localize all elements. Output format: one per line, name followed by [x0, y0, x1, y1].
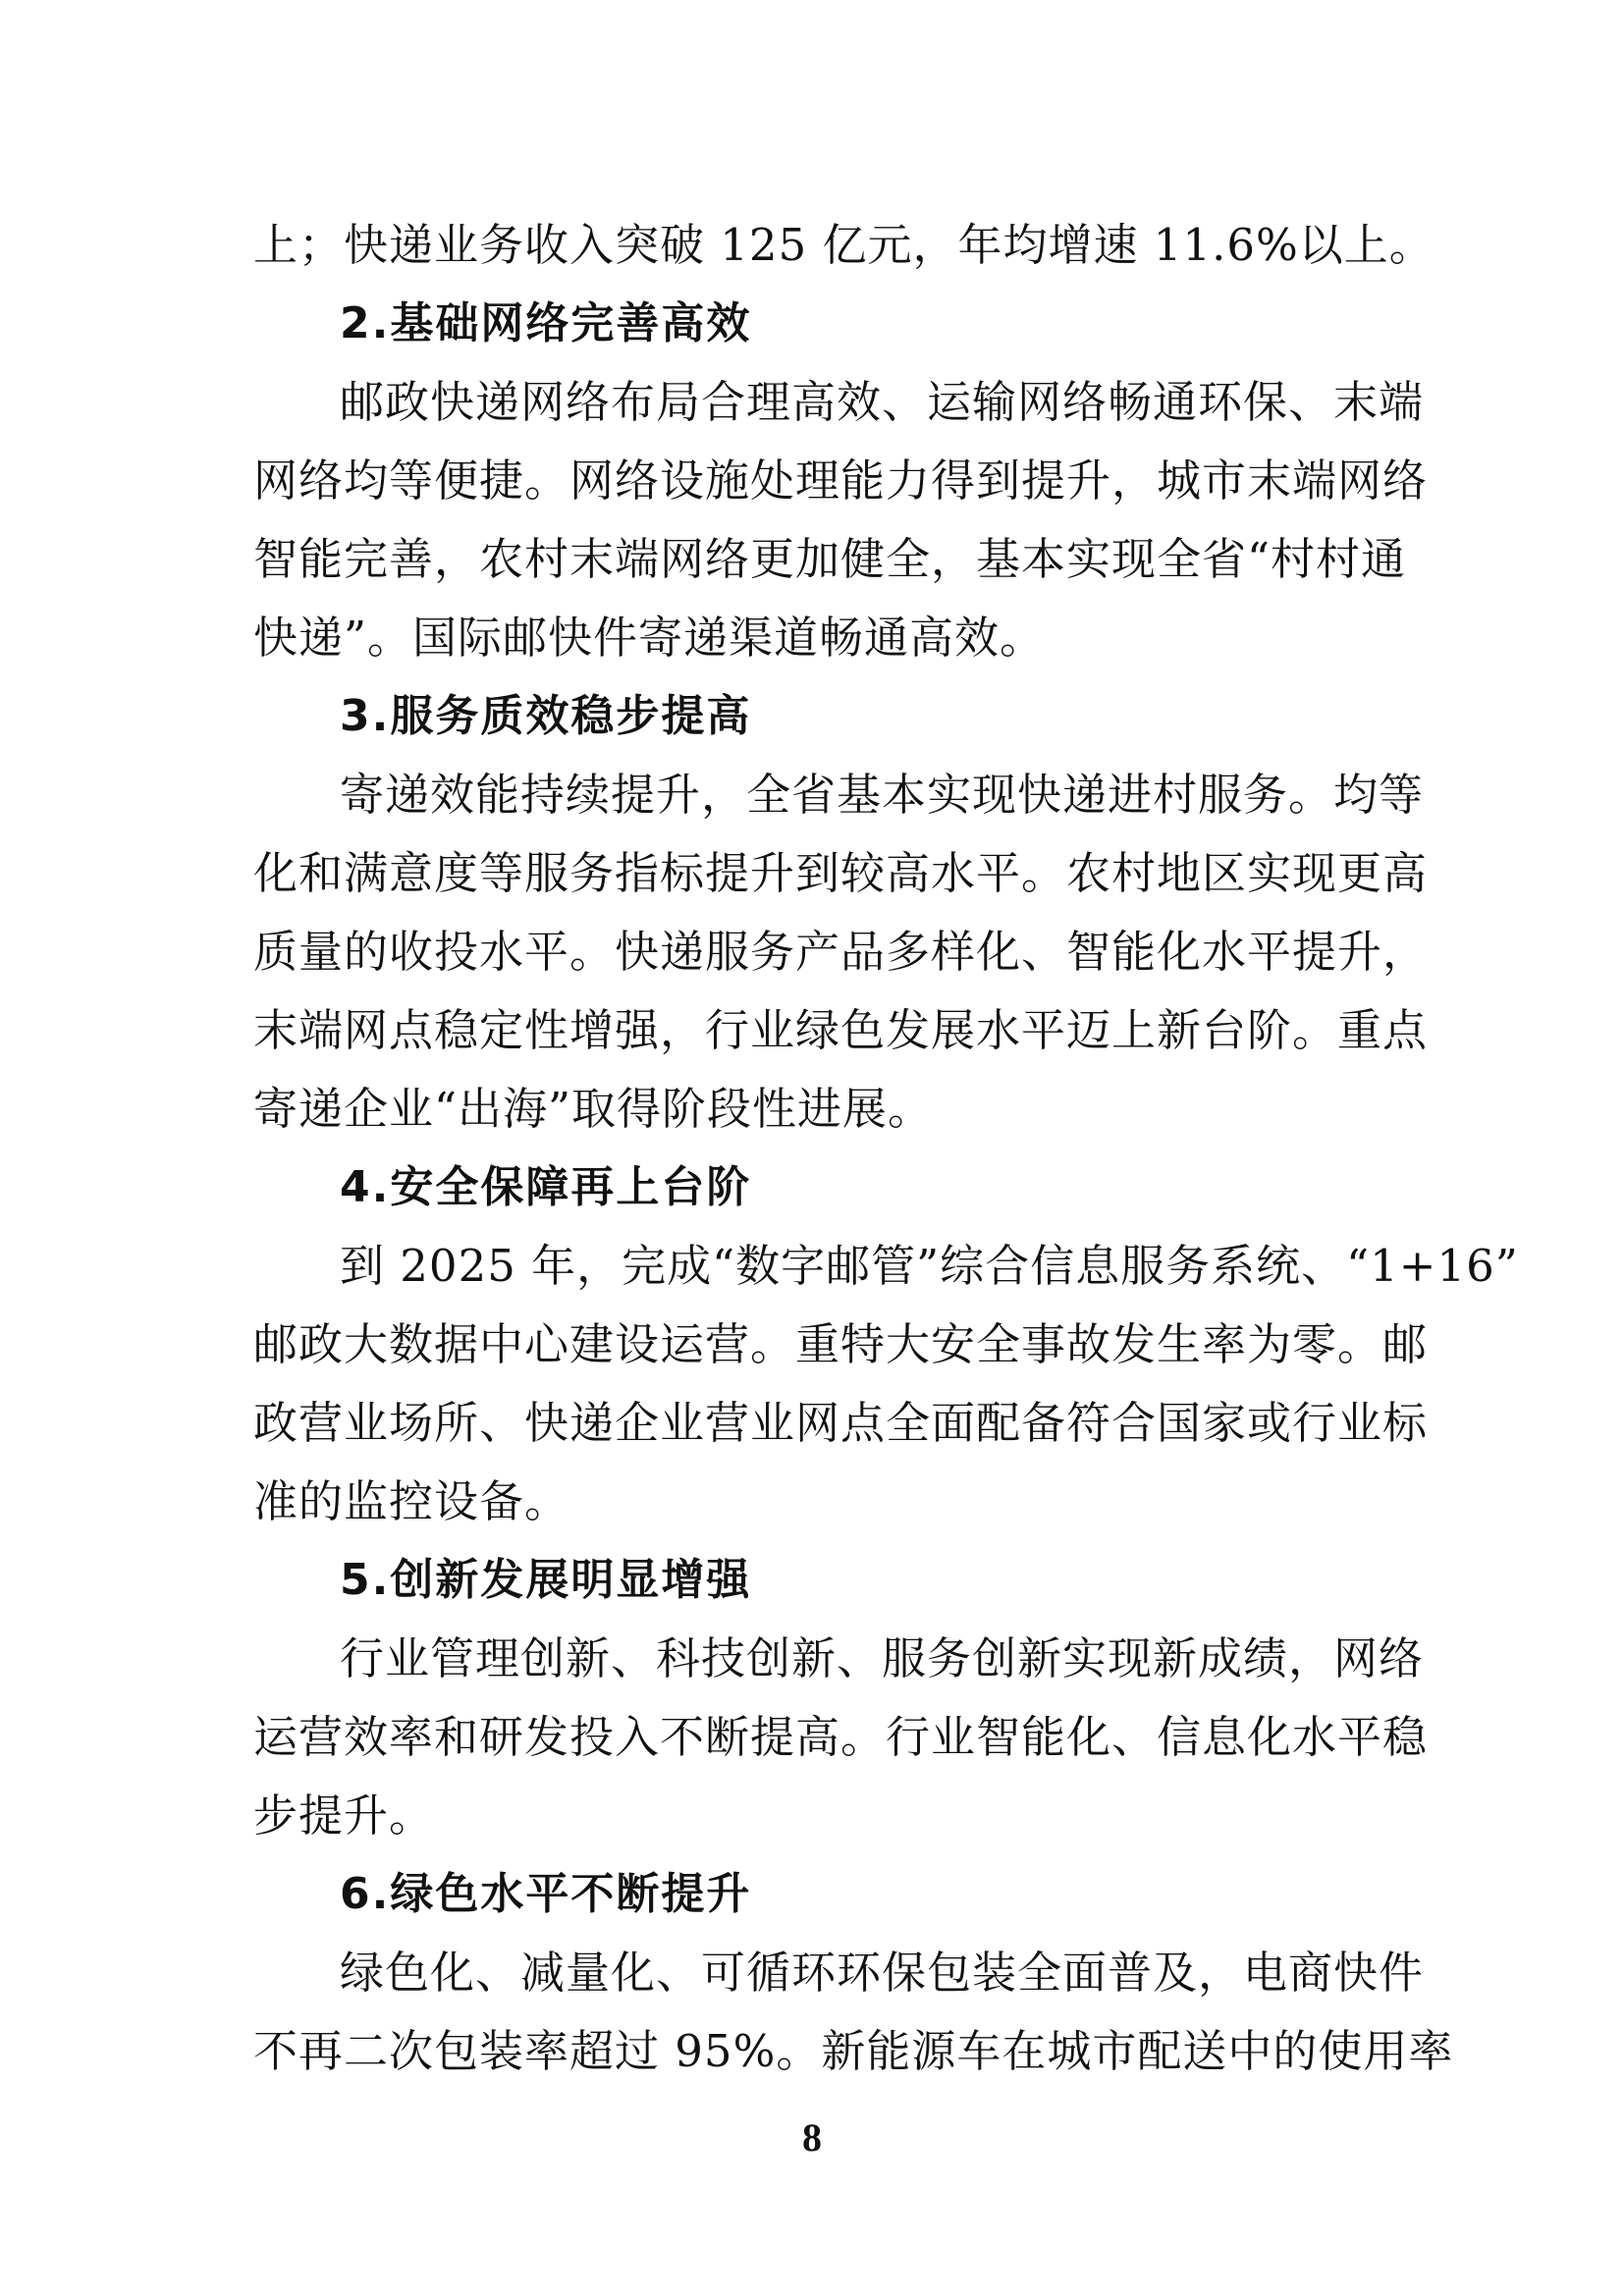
section-heading-network: 2.基础网络完善高效 — [340, 298, 752, 348]
paragraph-line: 政营业场所、快递企业营业网点全面配备符合国家或行业标 — [253, 1397, 1429, 1449]
paragraph-line: 到 2025 年，完成“数字邮管”综合信息服务系统、“1+16” — [340, 1240, 1519, 1292]
paragraph-line: 运营效率和研发投入不断提高。行业智能化、信息化水平稳 — [253, 1711, 1429, 1763]
paragraph-line: 质量的收投水平。快递服务产品多样化、智能化水平提升， — [253, 926, 1429, 978]
paragraph-line: 寄递企业“出海”取得阶段性进展。 — [253, 1083, 934, 1135]
section-heading-safety: 4.安全保障再上台阶 — [340, 1162, 752, 1212]
paragraph-line: 步提升。 — [253, 1789, 435, 1842]
paragraph-line: 智能完善，农村末端网络更加健全，基本实现全省“村村通 — [253, 533, 1407, 585]
paragraph-line: 行业管理创新、科技创新、服务创新实现新成绩，网络 — [340, 1632, 1425, 1684]
paragraph-line: 不再二次包装率超过 95%。新能源车在城市配送中的使用率 — [253, 2025, 1454, 2077]
paragraph-line: 邮政快递网络布局合理高效、运输网络畅通环保、末端 — [340, 376, 1425, 428]
paragraph-line: 绿色化、减量化、可循环环保包装全面普及，电商快件 — [340, 1947, 1425, 1999]
paragraph-line: 网络均等便捷。网络设施处理能力得到提升，城市末端网络 — [253, 454, 1429, 507]
section-heading-innovation: 5.创新发展明显增强 — [340, 1555, 752, 1605]
section-heading-green: 6.绿色水平不断提升 — [340, 1869, 752, 1919]
page-number: 8 — [802, 2115, 822, 2160]
document-body — [253, 206, 1519, 2091]
paragraph-line: 化和满意度等服务指标提升到较高水平。农村地区实现更高 — [253, 847, 1429, 899]
section-heading-service: 3.服务质效稳步提高 — [340, 691, 752, 741]
paragraph-line: 邮政大数据中心建设运营。重特大安全事故发生率为零。邮 — [253, 1318, 1429, 1370]
paragraph-line: 末端网点稳定性增强，行业绿色发展水平迈上新台阶。重点 — [253, 1004, 1429, 1056]
paragraph-line: 上；快递业务收入突破 125 亿元，年均增速 11.6%以上。 — [253, 219, 1435, 271]
paragraph-line: 寄递效能持续提升，全省基本实现快递进村服务。均等 — [340, 769, 1425, 821]
paragraph-line: 准的监控设备。 — [253, 1475, 570, 1527]
paragraph-line: 快递”。国际邮快件寄递渠道畅通高效。 — [253, 612, 1046, 664]
